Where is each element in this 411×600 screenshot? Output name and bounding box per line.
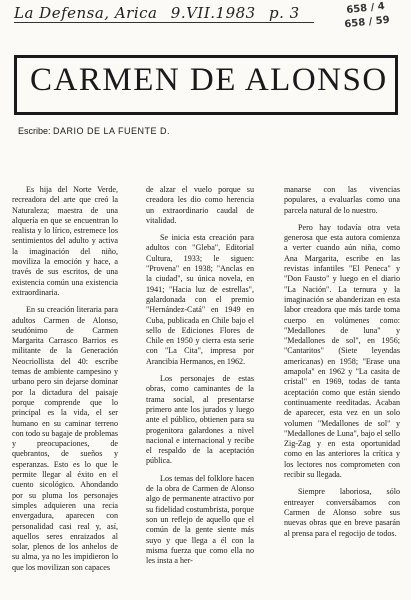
paragraph: Los temas del folklore hacen de la obra de Carmen de Alonso algo de permanente atractivo por su fidelidad costumbrista, porque son un reflejo de aquello que el común de la gente siente más suyo y que llega a él con la misma fuerza que como ella no les insta a her- bbox=[146, 473, 254, 566]
paragraph: Pero hay todavía otra veta generosa que esta autora comienza a verter cuando aún niña, como Ana Margarita, escribe en las revistas infantiles "El Peneca" y "Don Fausto" y luego en el diario "La Nación". La ternura y la imaginación se abanderizan en esta labor creadora que más tarde toma cuerpo en volúmenes como: "Medallones de luna" y "Medallones de sol", en 1956; "Cantaritos" (Siete leyendas americanas) en 1958; "Erase una amapola" en 1962 y "La casita de cristal" en 1969, todas de tanta aceptación como que están siendo continuamente reeditadas. Acaban de aparecer, esta vez en un solo volumen "Medallones de sol" y "Medallones de Luna", bajo el sello Zig-Zag y en esta oportunidad como en las anteriores la crítica y los lectores nos comprometen con recibir su llegada. bbox=[284, 222, 400, 480]
stamp-number-2: 658 / 59 bbox=[343, 14, 391, 31]
handwritten-page: p. 3 bbox=[269, 4, 300, 22]
column-2 bbox=[146, 185, 254, 573]
paragraph: Los personajes de estas obras, como caminantes de la trama social, al presentarse primero ante los jurados y luego ante el público, obtienen para su progenitora galardones a nivel nacional e internacional y recibe el respaldo de la aceptación pública. bbox=[146, 374, 254, 466]
article-title: CARMEN DE ALONSO bbox=[30, 62, 388, 98]
paragraph: En su creación literaria para adultos Carmen de Alonso, seudónimo de Carmen Margarita Carrasco Barrios es militante de la Generación Neocriollista del 40: escribe temas de ambiente campesino y urbano pero sin dejarse dominar por la dictadura del paisaje porque comprende que lo principal es la vida, el ser humano en su caminar terreno con todo su bagaje de problemas y preocupaciones, de quebrantos, de sueños y esperanzas. Esto es lo que le permite llegar al éxito en el cuento sicológico. Ahondando por su pluma los personajes simples adquieren una recia envergadura, aparecen con personalidad casi real y, así, aquellos seres enraizados al solar, plenos de los anhelos de su alma, ya no les impidieron lo que los movilizan son capaces bbox=[12, 305, 118, 572]
paragraph: manarse con las vivencias populares, a evaluarlas como una parcela natural de lo nuestro. bbox=[284, 185, 400, 215]
byline-label: Escribe: bbox=[18, 126, 51, 136]
archive-stamp bbox=[328, 0, 406, 46]
paragraph: de alzar el vuelo porque su creadora les dio como herencia un extraordinario caudal de vitalidad. bbox=[146, 185, 254, 225]
paragraph: Se inicia esta creación para adultos con "Gleba", Editorial Cultura, 1933; le siguen: "Provena" en 1938; "Anclas en la ciudad", su única novela, en 1941; "Hacia luz de estrellas", galardonada con el premio "Hernández-Catá" en 1949 en Cuba, publicada en Chile bajo el sello de Ediciones Flores de Chile en 1950 y cierra esta serie con "La Cita", impresa por Arancibia Hermanos, en 1962. bbox=[146, 233, 254, 366]
author-name: DARIO DE LA FUENTE D. bbox=[53, 126, 171, 136]
paragraph: Siempre laboriosa, sólo entreayer conversábamos con Carmen de Alonso sobre sus nuevas obras que en breve pasarán al prensa para el regocijo de todos. bbox=[284, 487, 400, 538]
handwritten-date: 9.VII.1983 bbox=[170, 4, 256, 22]
handwritten-newspaper: La Defensa, Arica bbox=[14, 4, 158, 22]
column-3 bbox=[284, 185, 400, 546]
column-1 bbox=[12, 185, 118, 580]
stamp-number-1: 658 / 4 bbox=[345, 1, 386, 17]
paragraph: Es hija del Norte Verde, recreadora del arte que creó la Naturaleza; maestra de una alquería en que se encuentran lo realista y lo lírico, estremece los sentimientos del adulto y activa la imaginación del niño, moviliza la emoción y hace, a través de sus escritos, de una existencia común una existencia extraordinaria. bbox=[12, 185, 118, 297]
byline bbox=[18, 126, 170, 136]
handwritten-source-note bbox=[14, 4, 314, 26]
